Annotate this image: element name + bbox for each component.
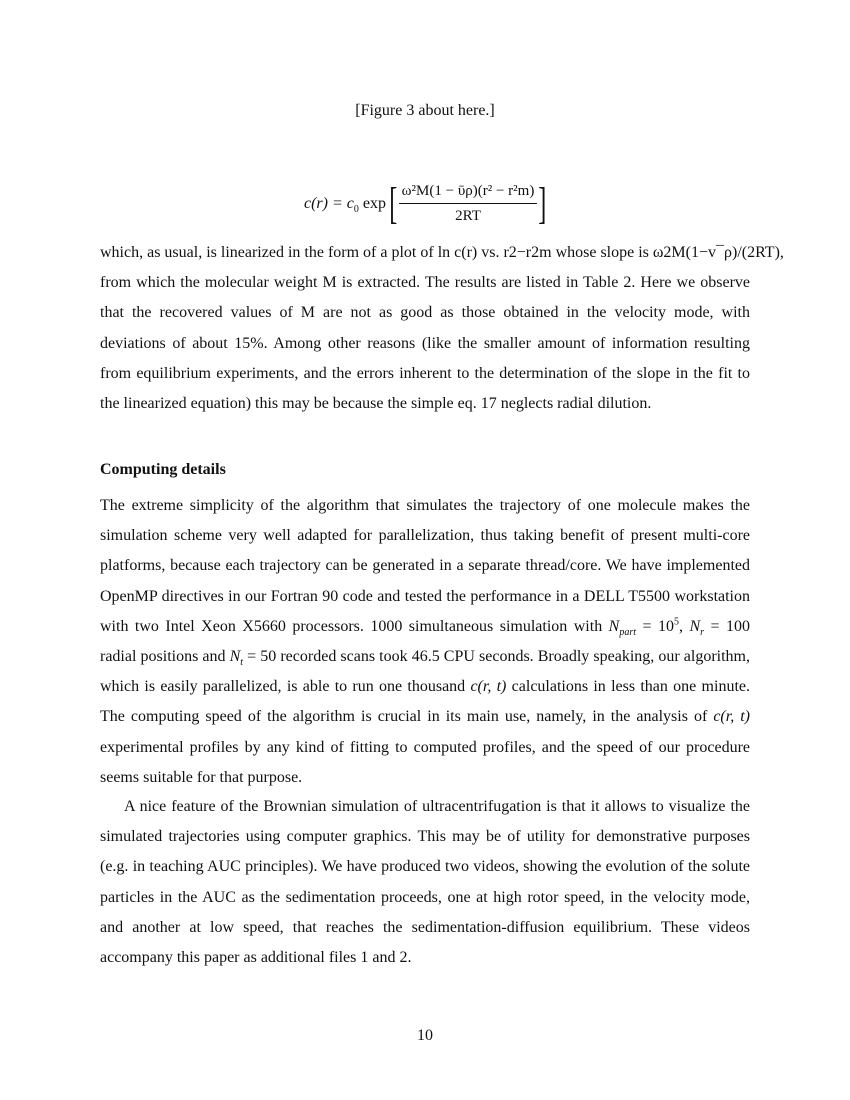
nr-separator: , bbox=[678, 617, 690, 635]
paragraph-linearization bbox=[100, 238, 784, 419]
npart-exponent: 5 bbox=[673, 616, 679, 628]
crt-symbol-1: c(r, t) bbox=[470, 678, 507, 696]
equation-function: exp bbox=[362, 194, 386, 212]
equation-lhs-text: c(r) = c bbox=[304, 194, 354, 212]
npart-subscript: part bbox=[619, 627, 637, 638]
paragraph-linearization-body: from which the molecular weight M is extracted. The results are listed in Table 2. Here we observe that the recovered values of M are not as good as those obtained in the velocity mode, with deviations of about 15%. Among other reasons (like the smaller amount of information resulting from equilibrium experiments, and the errors inherent to the determination of the slope in the fit to the linearized equation) this may be because the simple eq. 17 neglects radial dilution. bbox=[100, 274, 750, 413]
paragraph-visualization: A nice feature of the Brownian simulation of ultracentrifugation is that it allows to visualize the simulated trajectories using computer graphics. This may be of utility for demonstrative purposes (e.g. in teaching AUC principles). We have produced two videos, showing the evolution of the solute particles in the AUC as the sedimentation proceeds, one at high rotor speed, in the velocity mode, and another at low speed, that reaches the sedimentation-diffusion equilibrium. These videos accompany this paper as additional files 1 and 2. bbox=[100, 798, 750, 967]
equation-lhs-subscript: 0 bbox=[353, 203, 359, 215]
nr-symbol: N bbox=[689, 617, 701, 635]
right-bracket: ] bbox=[538, 178, 547, 228]
equilibrium-equation bbox=[0, 178, 850, 228]
computing-text-4: experimental profiles by any kind of fitting to computed profiles, and the speed of our procedure seems suitable for that purpose. bbox=[100, 738, 750, 786]
section-heading: Computing details bbox=[100, 461, 226, 478]
computing-text-3: calculations in less than one minute. The computing speed of the algorithm is crucial in its main use, namely, in the analysis of bbox=[100, 678, 750, 726]
npart-symbol: N bbox=[608, 617, 620, 635]
nt-symbol: N bbox=[229, 648, 241, 666]
page-number: 10 bbox=[417, 1027, 433, 1044]
figure-placeholder: [Figure 3 about here.] bbox=[355, 102, 495, 119]
equation-fraction bbox=[399, 181, 538, 226]
equation-lhs bbox=[304, 195, 386, 213]
nr-subscript: r bbox=[700, 627, 705, 638]
paragraph-linearization-line1: which, as usual, is linearized in the form of a plot of ln c(r) vs. r2−r2m whose slope is ω2M(1−v¯ρ)/(2RT), bbox=[100, 244, 784, 261]
equation-denominator: 2RT bbox=[455, 208, 481, 224]
crt-symbol-2: c(r, t) bbox=[713, 708, 751, 726]
paragraph-computing bbox=[100, 491, 750, 793]
computing-text-1: The extreme simplicity of the algorithm that simulates the trajectory of one molecule makes the simulation scheme very well adapted for parallelization, thus taking benefit of present multi-core platforms, because each trajectory can be generated in a separate thread/core. We have implemented OpenMP directives in our Fortran 90 code and tested the performance in a DELL T5500 workstation with two Intel Xeon X5660 processors. 1000 simultaneous simulation with bbox=[100, 497, 750, 635]
left-bracket: [ bbox=[389, 178, 398, 228]
nr-equals: = 100 radial positions and bbox=[100, 617, 751, 666]
computing-text-2: = 50 recorded scans took 46.5 CPU seconds. Broadly speaking, our algorithm, which is easily parallelized, is able to run one thousand bbox=[100, 648, 750, 696]
equation-numerator: ω²M(1 − ῡρ)(r² − r²m) bbox=[399, 181, 538, 204]
npart-equals: = 10 bbox=[636, 617, 674, 635]
nt-subscript: t bbox=[240, 657, 244, 669]
